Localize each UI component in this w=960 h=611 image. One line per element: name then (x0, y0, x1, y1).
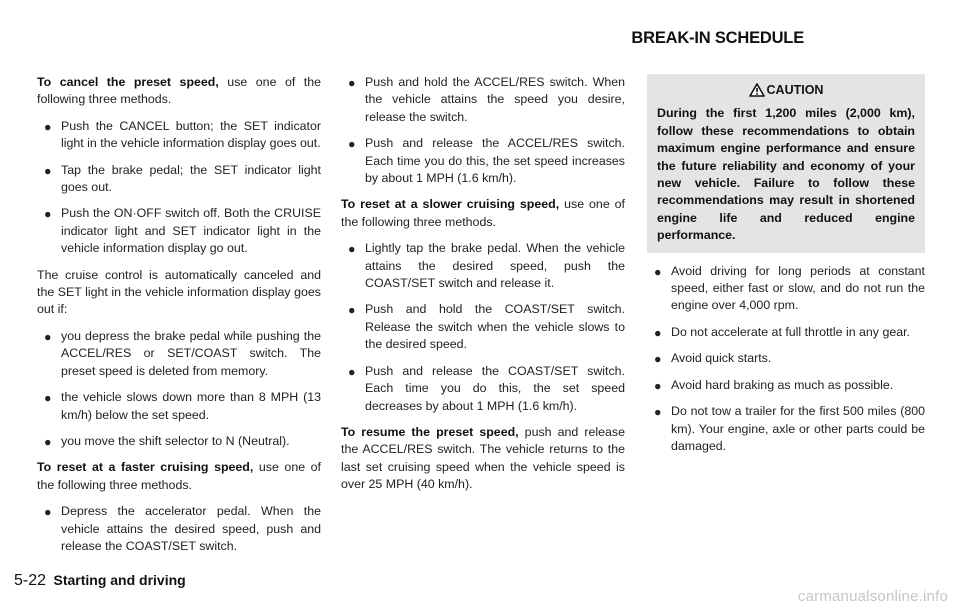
bullet-icon: ● (654, 325, 662, 340)
list-item (37, 162, 321, 197)
list-reset-slower (341, 240, 625, 415)
list-cancel-methods (37, 118, 321, 258)
bullet-icon: ● (348, 364, 356, 379)
warning-triangle-icon (749, 83, 765, 97)
list-item (647, 403, 925, 455)
list-item (647, 377, 925, 394)
watermark-text: carmanualsonline.info (797, 588, 948, 605)
list-item-text: Do not accelerate at full throttle in any gear. (671, 324, 911, 339)
list-item-text: Lightly tap the brake pedal. When the vehicle attains the desired speed, push the COAST/SET switch and release it. (365, 241, 625, 291)
list-item-text: Do not tow a trailer for the first 500 miles (800 km). Your engine, axle or other parts could be damaged. (671, 404, 925, 453)
bullet-icon: ● (44, 207, 52, 222)
text-reset-faster: use one of the following three methods. (37, 460, 321, 492)
bullet-icon: ● (654, 352, 662, 367)
bullet-icon: ● (44, 329, 52, 344)
lead-resume-preset: To resume the preset speed, (341, 424, 519, 439)
paragraph-auto-cancel: The cruise control is automatically canceled and the SET light in the vehicle information display goes out if: (37, 267, 321, 317)
list-item-text: Push and hold the COAST/SET switch. Release the switch when the vehicle slows to the desired speed. (365, 302, 625, 352)
list-item-text: Avoid hard braking as much as possible. (671, 377, 894, 392)
list-item (37, 389, 321, 424)
page-number: 5-22 (14, 572, 47, 589)
text-reset-slower: use one of the following three methods. (341, 197, 625, 229)
list-item-text: Depress the accelerator pedal. When the vehicle attains the desired speed, push and release the COAST/SET switch. (61, 504, 321, 553)
list-reset-faster (37, 503, 321, 555)
list-item-text: Push and release the ACCEL/RES switch. Each time you do this, the set speed increases by about 1 MPH (1.6 km/h). (365, 136, 625, 186)
bullet-icon: ● (348, 76, 356, 90)
section-title: BREAK-IN SCHEDULE (631, 29, 804, 47)
lead-reset-faster: To reset at a faster cruising speed, (37, 460, 254, 475)
list-item (37, 328, 321, 380)
column-1 (37, 74, 321, 564)
list-item-text: you move the shift selector to N (Neutral). (61, 433, 290, 448)
list-item-text: Push the ON·OFF switch off. Both the CRUISE indicator light and SET indicator light in the vehicle information display go out. (61, 206, 321, 256)
list-item-text: Push the CANCEL button; the SET indicator light in the vehicle information display goes out. (61, 118, 321, 151)
text-resume-preset: push and release the ACCEL/RES switch. The vehicle returns to the last set cruising speed when the vehicle speed is over 25 MPH (40 km/h). (341, 424, 625, 492)
column-3 (647, 74, 925, 464)
bullet-icon: ● (654, 264, 662, 279)
list-item (37, 503, 321, 555)
list-item (647, 350, 925, 367)
text-cancel-preset: use one of the following three methods. (37, 75, 322, 107)
list-item-text: Push and hold the ACCEL/RES switch. When the vehicle attains the speed you desire, release the switch. (365, 75, 625, 124)
bullet-icon: ● (348, 303, 356, 318)
list-item-text: Push and release the COAST/SET switch. Each time you do this, the set speed decreases by about 1 MPH (1.6 km/h). (365, 363, 625, 413)
list-item (647, 263, 925, 315)
bullet-icon: ● (654, 378, 662, 393)
caution-text: During the first 1,200 miles (2,000 km), follow these recommendations to obtain maximum engine performance and ensure the future reliability and economy of your new vehicle. Failure to follow these recommendations may result in shortened engine life and reduced engine performance. (657, 106, 915, 243)
list-item-text: you depress the brake pedal while pushing the ACCEL/RES or SET/COAST switch. The preset speed is deleted from memory. (61, 328, 321, 378)
list-item-text: the vehicle slows down more than 8 MPH (13 km/h) below the set speed. (61, 390, 321, 422)
caution-title: CAUTION (766, 83, 824, 97)
lead-reset-slower: To reset at a slower cruising speed, (341, 197, 560, 212)
list-item-text: Tap the brake pedal; the SET indicator light goes out. (61, 162, 321, 195)
bullet-icon: ● (348, 137, 356, 152)
list-item (341, 240, 625, 292)
page-header (0, 0, 960, 58)
list-item (341, 301, 625, 353)
paragraph-resume-preset (341, 424, 625, 494)
list-item (37, 118, 321, 153)
paragraph-reset-slower (341, 196, 625, 231)
bullet-icon: ● (44, 505, 52, 520)
list-break-in (647, 263, 925, 456)
paragraph-reset-faster (37, 459, 321, 494)
list-reset-faster-cont (341, 74, 625, 187)
bullet-icon: ● (44, 434, 52, 449)
list-item-text: Avoid quick starts. (671, 351, 772, 366)
list-item (647, 324, 925, 341)
list-item (341, 135, 625, 187)
bullet-icon: ● (44, 391, 52, 406)
bullet-icon: ● (44, 163, 52, 178)
caution-box (647, 74, 925, 253)
paragraph-cancel-preset (37, 74, 321, 109)
bullet-icon: ● (44, 119, 52, 134)
lead-cancel-preset: To cancel the preset speed, (37, 75, 219, 89)
bullet-icon: ● (348, 242, 356, 257)
page-footer (14, 572, 186, 590)
caution-header (657, 82, 915, 99)
list-item (37, 433, 321, 450)
bullet-icon: ● (654, 405, 662, 420)
list-item-text: Avoid driving for long periods at constant speed, either fast or slow, and do not run the engine over 4,000 rpm. (671, 263, 925, 313)
list-item (341, 74, 625, 126)
list-item (37, 205, 321, 257)
list-auto-cancel (37, 328, 321, 450)
chapter-name: Starting and driving (53, 572, 186, 588)
list-item (341, 363, 625, 415)
column-2 (341, 74, 625, 503)
